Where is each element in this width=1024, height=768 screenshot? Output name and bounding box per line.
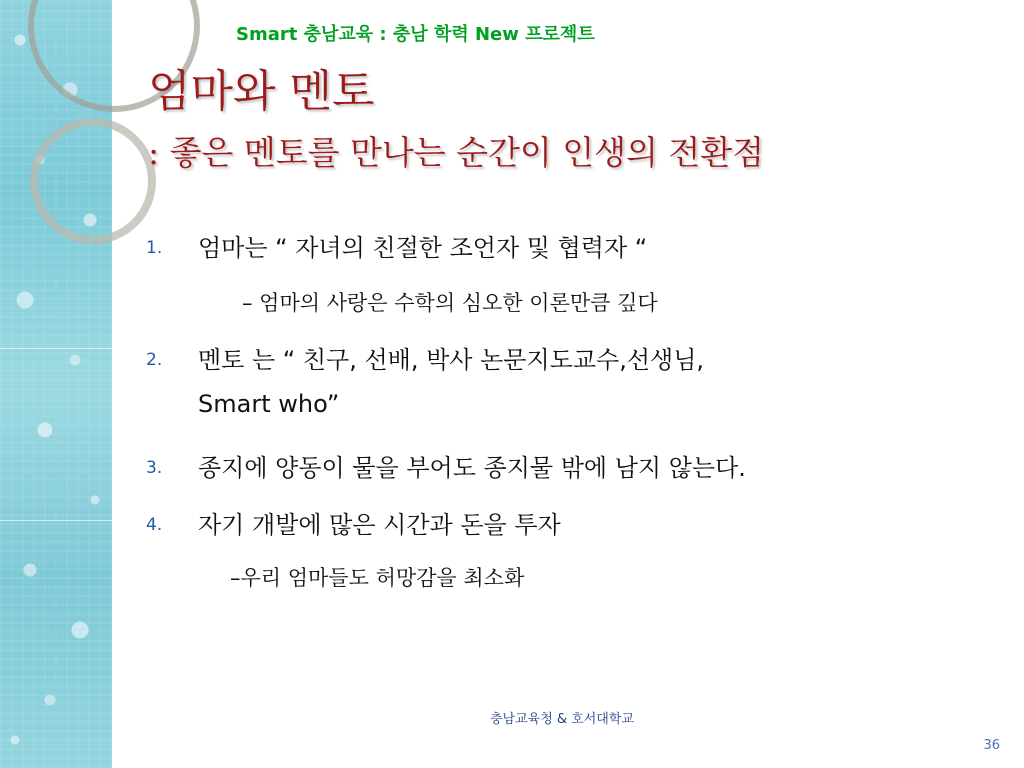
list-number: 3. bbox=[146, 458, 163, 478]
list-item-3 bbox=[146, 448, 746, 483]
strip-divider bbox=[0, 348, 112, 349]
decorative-ring-middle bbox=[30, 118, 156, 244]
water-droplet-background-strip bbox=[0, 0, 112, 768]
list-item-4 bbox=[146, 505, 561, 540]
list-subitem: – 엄마의 사랑은 수학의 심오한 이론만큼 깊다 bbox=[242, 291, 658, 315]
list-item-text: 자기 개발에 많은 시간과 돈을 투자 bbox=[198, 511, 561, 539]
slide-subtitle: : 좋은 멘토를 만나는 순간이 인생의 전환점 bbox=[148, 133, 764, 172]
page-number: 36 bbox=[983, 738, 1000, 753]
list-number: 4. bbox=[146, 515, 163, 535]
list-subitem: –우리 엄마들도 허망감을 최소화 bbox=[230, 566, 525, 590]
list-item-2 bbox=[146, 340, 704, 375]
slide-header: Smart 충남교육 : 충남 학력 New 프로젝트 bbox=[236, 24, 595, 45]
list-item-continuation: Smart who” bbox=[198, 390, 340, 418]
list-item-1 bbox=[146, 228, 647, 263]
strip-divider bbox=[0, 520, 112, 521]
list-number: 1. bbox=[146, 238, 163, 258]
list-number: 2. bbox=[146, 350, 163, 370]
list-item-text: 종지에 양동이 물을 부어도 종지물 밖에 남지 않는다. bbox=[198, 454, 746, 482]
list-item-text: 멘토 는 “ 친구, 선배, 박사 논문지도교수,선생님, bbox=[198, 346, 705, 374]
slide-title: 엄마와 멘토 bbox=[148, 66, 375, 117]
list-item-text: 엄마는 “ 자녀의 친절한 조언자 및 협력자 “ bbox=[198, 234, 648, 262]
slide-footer: 충남교육청 & 호서대학교 bbox=[490, 712, 634, 727]
